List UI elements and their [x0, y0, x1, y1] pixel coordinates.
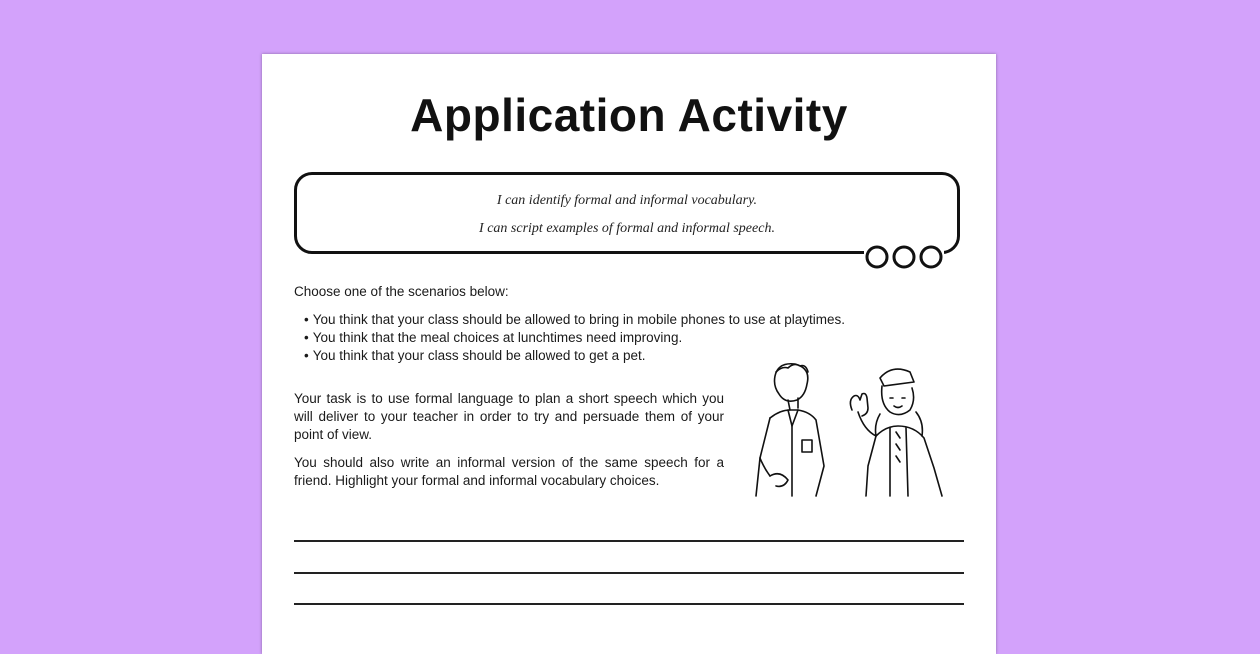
worksheet-page	[262, 54, 996, 654]
writing-line	[294, 603, 964, 605]
scenario-item: • You think that your class should be allowed to get a pet.	[294, 347, 934, 365]
objective-2: I can script examples of formal and informal speech.	[479, 221, 775, 236]
task-paragraph: You should also write an informal version of the same speech for a friend. Highlight your formal and informal vocabulary choices.	[294, 455, 724, 488]
scenario-item: • You think that your class should be allowed to bring in mobile phones to use at playtimes.	[294, 311, 934, 329]
worksheet-title: Application Activity	[410, 89, 848, 141]
scenario-item: • You think that the meal choices at lunchtimes need improving.	[294, 329, 934, 347]
thought-bubble-dots	[864, 244, 944, 270]
two-children-illustration	[730, 358, 970, 498]
task-instructions	[294, 390, 724, 500]
scenario-list	[294, 311, 934, 365]
objective-1: I can identify formal and informal vocabulary.	[496, 193, 758, 208]
writing-line	[294, 540, 964, 542]
girl-figure	[850, 369, 942, 496]
learning-objectives-box	[294, 172, 960, 254]
instructions-intro: Choose one of the scenarios below:	[294, 284, 509, 299]
task-paragraph: Your task is to use formal language to plan a short speech which you will deliver to your teacher in order to try and persuade them of your point of view.	[294, 391, 724, 442]
writing-line	[294, 572, 964, 574]
boy-figure	[756, 364, 824, 496]
